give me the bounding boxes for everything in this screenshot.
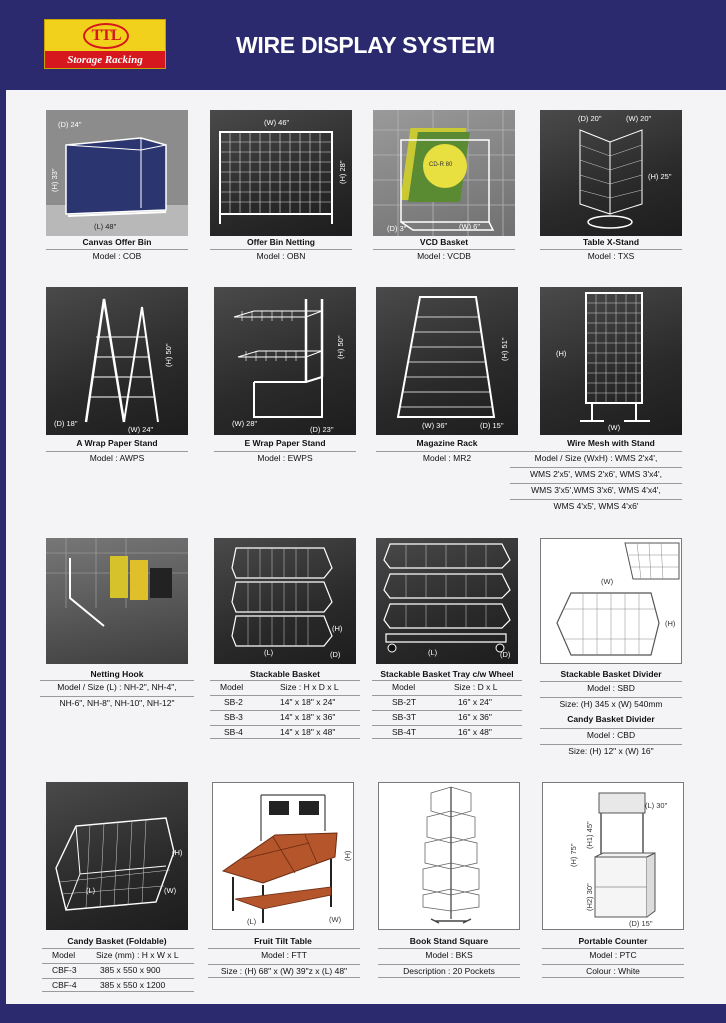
book-stand-photo [378, 782, 520, 930]
dim-length: (L) [264, 648, 274, 657]
table-row [372, 725, 522, 739]
fruit-tilt-table-photo [212, 782, 354, 930]
cell-model: SB-4 [224, 727, 243, 737]
a-wrap-paper-stand-photo [46, 287, 188, 435]
cell-model: SB-2T [392, 697, 417, 707]
product-model: Model : CBD [540, 728, 682, 742]
dim-width: (W) 24" [128, 425, 154, 434]
dim-height: (H) 50" [164, 343, 173, 367]
logo-text: TTL [91, 27, 121, 44]
product-model: Model : FTT [208, 948, 360, 962]
product-name: Canvas Offer Bin [82, 237, 152, 247]
col-model: Model [392, 682, 416, 692]
cell-model: SB-2 [224, 697, 243, 707]
table-row [210, 725, 360, 739]
product-name: Candy Basket Divider [567, 714, 655, 724]
dim-depth: (D) 15" [480, 421, 504, 430]
product-name: Stackable Basket Tray c/w Wheel [380, 669, 514, 679]
dim-height-2: (H2) 30" [585, 883, 594, 911]
dim-height: (H) 25" [648, 172, 672, 181]
product-model: Model : PTC [542, 948, 684, 962]
vcd-basket-photo [373, 110, 515, 236]
col-model: Model [52, 950, 76, 960]
dim-width: (W) [329, 915, 342, 924]
cell-model: SB-3 [224, 712, 243, 722]
dim-depth: (D) [330, 650, 341, 659]
product-model: Model : COB [46, 249, 188, 263]
page-title: WIRE DISPLAY SYSTEM [236, 32, 495, 58]
product-model: Model : VCDB [373, 249, 515, 263]
table-header [42, 948, 194, 962]
candy-basket-photo [46, 782, 188, 930]
dim-height: (H) 50" [336, 335, 345, 359]
dim-depth: (D) [500, 650, 511, 659]
product-description: Description : 20 Pockets [378, 964, 520, 978]
dim-length: (L) 48" [94, 222, 117, 231]
dim-height: (H) 33" [50, 168, 59, 192]
dim-depth: (D) 3" [387, 224, 407, 233]
product-colour: Colour : White [542, 964, 684, 978]
dim-width: (W) [601, 577, 614, 586]
product-model: Model : MR2 [376, 451, 518, 465]
cell-model: CBF-4 [52, 980, 77, 990]
canvas-offer-bin-photo [46, 110, 188, 236]
model-size-line: WMS 2'x5', WMS 2'x6', WMS 3'x4', [510, 467, 682, 481]
product-model: Model : SBD [540, 681, 682, 695]
dim-height: (H) [343, 850, 352, 861]
dim-width: (W) 36" [422, 421, 448, 430]
cell-size: 385 x 550 x 1200 [100, 980, 166, 990]
dim-height: (H) [172, 848, 183, 857]
cell-size: 16" x 24" [458, 697, 492, 707]
model-size-line: Model / Size (L) : NH-2", NH-4", [40, 680, 194, 694]
dim-length: (L) [428, 648, 438, 657]
col-model: Model [220, 682, 244, 692]
cell-size: 385 x 550 x 900 [100, 965, 161, 975]
product-name: Stackable Basket Divider [560, 669, 662, 679]
dim-height-1: (H1) 45" [585, 821, 594, 849]
magazine-rack-photo [376, 287, 518, 435]
product-name: A Wrap Paper Stand [76, 438, 158, 448]
product-model: Model : EWPS [214, 451, 356, 465]
product-name: E Wrap Paper Stand [244, 438, 326, 448]
cell-model: SB-4T [392, 727, 417, 737]
dim-height: (H) 28" [338, 160, 347, 184]
wire-mesh-stand-photo [540, 287, 682, 435]
stackable-basket-tray-photo [376, 538, 518, 664]
table-row [42, 978, 194, 992]
product-name: Table X-Stand [582, 237, 640, 247]
model-size-line: WMS 3'x5',WMS 3'x6', WMS 4'x4', [510, 483, 682, 497]
page-footer [6, 1004, 726, 1023]
dim-depth: (D) 24" [58, 120, 82, 129]
product-model: Model : BKS [378, 948, 520, 962]
stackable-basket-photo [214, 538, 356, 664]
dim-width: (W) [608, 423, 621, 432]
company-logo [44, 19, 166, 69]
product-name: Book Stand Square [409, 936, 489, 946]
dim-width: (W) 6" [459, 222, 480, 231]
dim-width: (W) [164, 886, 177, 895]
side-stripe [0, 0, 6, 1023]
cell-size: 16" x 36" [458, 712, 492, 722]
cell-model: SB-3T [392, 712, 417, 722]
logo-tagline: Storage Racking [67, 53, 143, 66]
table-header [372, 680, 522, 694]
col-size: Size (mm) : H x W x L [96, 950, 179, 960]
product-name: Offer Bin Netting [247, 237, 315, 247]
product-size: Size: (H) 345 x (W) 540mm [540, 697, 682, 711]
dim-depth: (D) 15" [629, 919, 653, 928]
table-row [372, 695, 522, 709]
dim-height: (H) 51" [500, 337, 509, 361]
product-name: Netting Hook [90, 669, 144, 679]
table-x-stand-photo [540, 110, 682, 236]
cell-size: 14" x 18" x 48" [280, 727, 336, 737]
model-size-line: WMS 4'x5', WMS 4'x6' [510, 499, 682, 513]
e-wrap-paper-stand-photo [214, 287, 356, 435]
dim-width: (W) 28" [232, 419, 258, 428]
dim-depth: (D) 20" [578, 114, 602, 123]
model-size-line: Model / Size (WxH) : WMS 2'x4', [510, 451, 682, 465]
table-row [210, 710, 360, 724]
table-row [372, 710, 522, 724]
col-size: Size : D x L [454, 682, 498, 692]
product-model: Model : TXS [540, 249, 682, 263]
dim-height: (H) [556, 349, 567, 358]
dim-depth: (D) 23" [310, 425, 334, 434]
table-row [42, 963, 194, 977]
table-header [210, 680, 360, 694]
dim-height-total: (H) 75" [569, 843, 578, 867]
product-size: Size : (H) 68" x (W) 39"z x (L) 48" [208, 964, 360, 978]
dim-length: (L) 30" [645, 801, 668, 810]
product-name: Magazine Rack [416, 438, 478, 448]
product-name: Candy Basket (Foldable) [67, 936, 167, 946]
product-model: Model : AWPS [46, 451, 188, 465]
dim-height: (H) [665, 619, 676, 628]
product-name: Stackable Basket [250, 669, 320, 679]
logo-ribbon [45, 51, 165, 68]
dim-length: (L) [247, 917, 257, 926]
dim-width: (W) 20" [626, 114, 652, 123]
dim-width: (W) 46" [264, 118, 290, 127]
cell-size: 14" x 18" x 24" [280, 697, 336, 707]
dim-depth: (D) 18" [54, 419, 78, 428]
cd-label: CD-R 80 [429, 162, 453, 168]
product-size: Size: (H) 12" x (W) 16" [540, 744, 682, 758]
product-model: Model : OBN [210, 249, 352, 263]
netting-hook-photo [46, 538, 188, 664]
product-name: Wire Mesh with Stand [567, 438, 655, 448]
portable-counter-photo [542, 782, 684, 930]
offer-bin-netting-photo [210, 110, 352, 236]
stackable-basket-divider-photo [540, 538, 682, 664]
page-header [6, 0, 726, 90]
model-size-line: NH-6", NH-8", NH-10", NH-12" [40, 696, 194, 710]
col-size: Size : H x D x L [280, 682, 339, 692]
product-name: Fruit Tilt Table [254, 936, 312, 946]
cell-size: 16" x 48" [458, 727, 492, 737]
product-name: VCD Basket [419, 237, 469, 247]
dim-height: (H) [332, 624, 343, 633]
dim-length: (L) [86, 886, 96, 895]
logo-badge [83, 23, 129, 49]
cell-model: CBF-3 [52, 965, 77, 975]
cell-size: 14" x 18" x 36" [280, 712, 336, 722]
table-row [210, 695, 360, 709]
product-name: Portable Counter [578, 936, 648, 946]
